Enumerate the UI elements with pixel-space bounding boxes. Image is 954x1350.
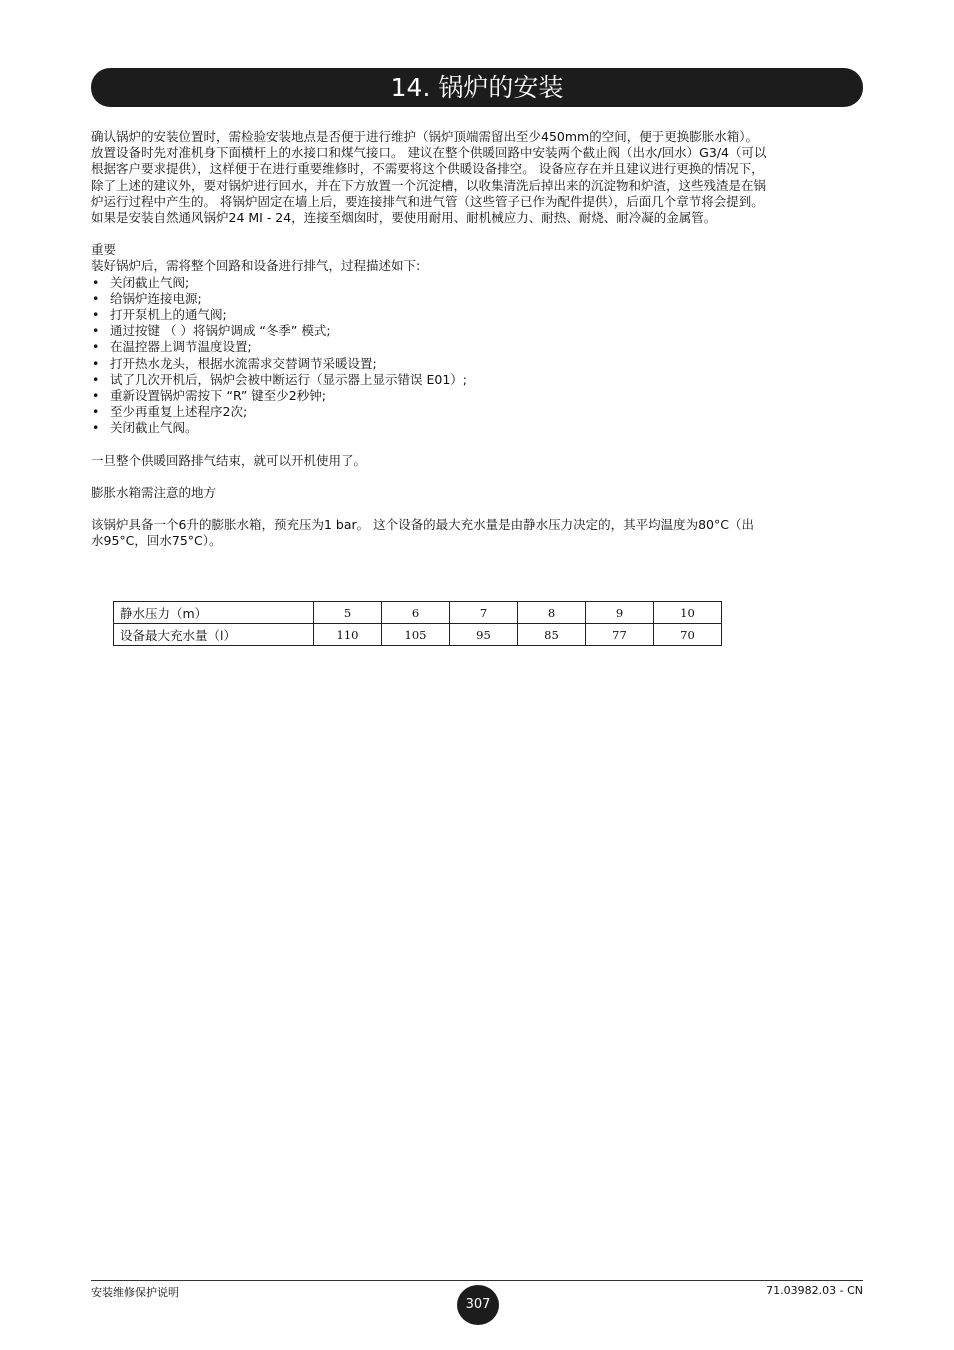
table-cell: 110 [314, 624, 382, 646]
table-cell: 105 [382, 624, 450, 646]
row-header-capacity: 设备最大充水量（l） [114, 624, 314, 646]
important-lead: 装好锅炉后，需将整个回路和设备进行排气，过程描述如下: [91, 258, 421, 274]
expansion-line: 水95°C，回水75°C）。 [91, 533, 222, 549]
list-item: • 至少再重复上述程序2次; [91, 404, 863, 420]
list-item: • 关闭截止气阀; [91, 275, 863, 291]
page-title: 14. 锅炉的安装 [390, 73, 564, 102]
list-item: • 给锅炉连接电源; [91, 291, 863, 307]
closing-paragraph [91, 453, 863, 469]
important-section [91, 242, 863, 436]
row-header-pressure: 静水压力（m） [114, 602, 314, 624]
list-item: • 在温控器上调节温度设置; [91, 339, 863, 355]
purge-steps-list [91, 275, 863, 437]
intro-line: 放置设备时先对准机身下面横杆上的水接口和煤气接口。 建议在整个供暖回路中安装两个截止阀（出水/回水）G3/4（可以 [91, 145, 767, 161]
table-cell: 85 [518, 624, 586, 646]
closing-text: 一旦整个供暖回路排气结束，就可以开机使用了。 [91, 452, 367, 468]
table-row [114, 624, 722, 646]
section-title-bar [91, 68, 863, 107]
expansion-heading-block [91, 485, 863, 501]
expansion-line: 该锅炉具备一个6升的膨胀水箱，预充压为1 bar。 这个设备的最大充水量是由静水压力决定的，其平均温度为80°C（出 [91, 517, 754, 533]
intro-line: 炉运行过程中产生的。 将锅炉固定在墙上后，要连接排气和进气管（这些管子已作为配件提供），后面几个章节将会提到。 [91, 193, 764, 209]
table-cell: 70 [654, 624, 722, 646]
table-cell: 5 [314, 602, 382, 624]
footer-manual-title: 安装维修保护说明 [91, 1286, 179, 1299]
list-item: • 重新设置锅炉需按下 “R” 键至少2秒钟; [91, 388, 863, 404]
table-cell: 7 [450, 602, 518, 624]
capacity-table-wrapper [113, 601, 722, 646]
table-cell: 9 [586, 602, 654, 624]
intro-line: 确认锅炉的安装位置时，需检验安装地点是否便于进行维护（锅炉顶端需留出至少450mm的空间，便于更换膨胀水箱）。 [91, 129, 758, 144]
main-content [91, 129, 863, 565]
intro-paragraph [91, 129, 863, 226]
footer-divider [91, 1280, 863, 1281]
intro-line: 根据客户要求提供），这样便于在进行重要维修时，不需要将这个供暖设备排空。 设备应存在并且建议进行更换的情况下， [91, 161, 764, 177]
expansion-heading: 膨胀水箱需注意的地方 [91, 484, 217, 500]
footer-doc-code: 71.03982.03 - CN [766, 1284, 863, 1297]
table-cell: 10 [654, 602, 722, 624]
page-number-badge [457, 1285, 499, 1325]
expansion-paragraph [91, 517, 863, 549]
table-cell: 8 [518, 602, 586, 624]
page-number: 307 [465, 1297, 491, 1312]
list-item: • 试了几次开机后，锅炉会被中断运行（显示器上显示错误 E01）; [91, 372, 863, 388]
important-heading: 重要 [91, 242, 117, 258]
table-row [114, 602, 722, 624]
list-item: • 关闭截止气阀。 [91, 420, 863, 436]
list-item: • 打开热水龙头，根据水流需求交替调节采暖设置; [91, 356, 863, 372]
list-item: • 打开泵机上的通气阀; [91, 307, 863, 323]
intro-line: 如果是安装自然通风锅炉24 MI - 24，连接至烟囱时，要使用耐用、耐机械应力、耐热、耐烧、耐冷凝的金属管。 [91, 210, 717, 226]
table-cell: 6 [382, 602, 450, 624]
intro-line: 除了上述的建议外，要对锅炉进行回水，并在下方放置一个沉淀槽，以收集清洗后掉出来的沉淀物和炉渣，这些残渣是在锅 [91, 177, 767, 193]
table-cell: 77 [586, 624, 654, 646]
list-item: • 通过按键 （ ）将锅炉调成 “冬季” 模式; [91, 323, 863, 339]
capacity-table [113, 601, 722, 646]
table-cell: 95 [450, 624, 518, 646]
